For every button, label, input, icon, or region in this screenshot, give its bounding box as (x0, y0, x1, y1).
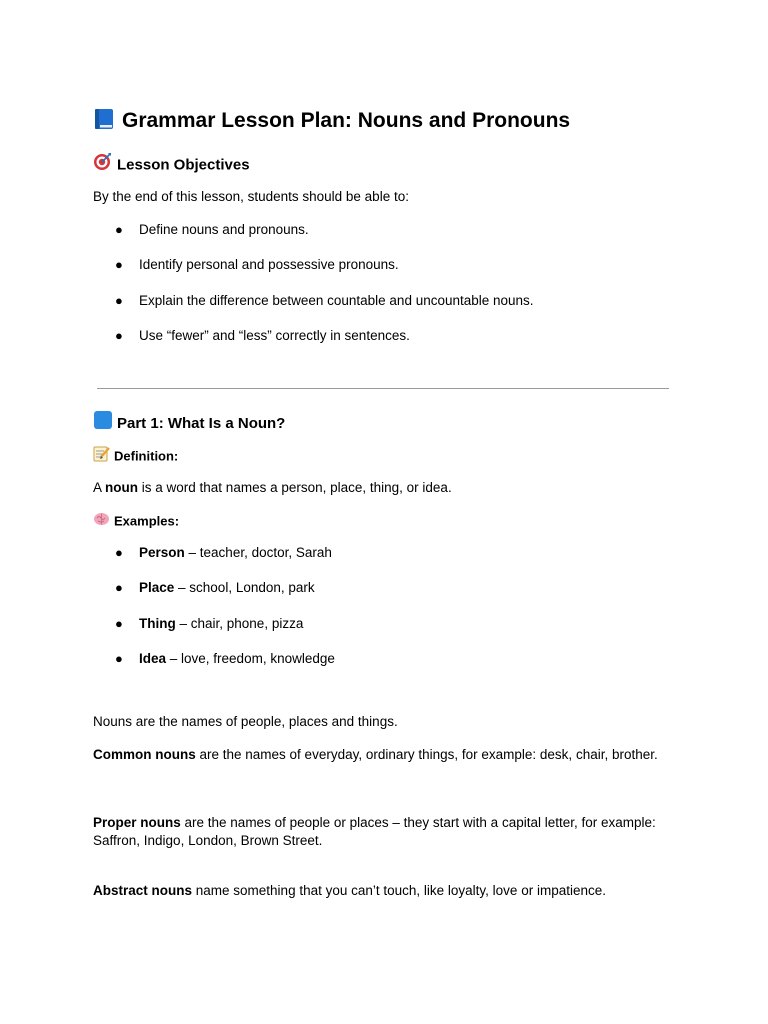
definition-label (93, 446, 178, 468)
part1-heading (93, 411, 285, 437)
list-item: ● Define nouns and pronouns. (115, 222, 309, 237)
objectives-heading (93, 153, 250, 178)
list-item: ● Person – teacher, doctor, Sarah (115, 545, 332, 560)
common-nouns-paragraph: Common nouns are the names of everyday, ordinary things, for example: desk, chair, brother. (93, 747, 658, 762)
list-item: ● Identify personal and possessive pronouns. (115, 257, 399, 273)
list-item: ● Idea – love, freedom, knowledge (115, 650, 335, 666)
bullet-icon: ● (115, 327, 123, 343)
bullet-icon: ● (115, 615, 123, 631)
target-icon (93, 152, 112, 177)
section-divider (97, 388, 669, 389)
nouns-summary: Nouns are the names of people, places and things. (93, 714, 398, 729)
list-item: ● Explain the difference between countable and uncountable nouns. (115, 292, 534, 308)
memo-icon (93, 445, 110, 467)
bullet-icon: ● (115, 222, 123, 237)
part1-heading-text: Part 1: What Is a Noun? (117, 414, 286, 432)
blue-book-icon (94, 108, 114, 130)
blue-square-icon (93, 410, 113, 436)
list-item: ● Thing – chair, phone, pizza (115, 615, 304, 631)
examples-label (93, 511, 179, 533)
bullet-icon: ● (115, 650, 123, 666)
bullet-icon: ● (115, 257, 123, 273)
examples-list (115, 544, 335, 685)
objectives-heading-text: Lesson Objectives (117, 156, 250, 174)
title-text: Grammar Lesson Plan: Nouns and Pronouns (122, 109, 571, 132)
objectives-intro: By the end of this lesson, students should be able to: (93, 189, 409, 204)
bullet-icon: ● (115, 292, 123, 308)
list-item: ● Use “fewer” and “less” correctly in sentences. (115, 327, 410, 343)
list-item: ● Place – school, London, park (115, 580, 315, 596)
examples-label-text: Examples: (114, 513, 180, 529)
proper-nouns-paragraph: Proper nouns are the names of people or places – they start with a capital letter, for example: Saffron, Indigo, London, Brown Street. (93, 815, 656, 848)
bullet-icon: ● (115, 545, 123, 560)
abstract-nouns-paragraph: Abstract nouns name something that you can’t touch, like loyalty, love or impatience. (93, 883, 606, 898)
brain-icon (93, 510, 110, 532)
page-title (94, 108, 570, 134)
definition-text: A noun is a word that names a person, place, thing, or idea. (93, 480, 452, 495)
bullet-icon: ● (115, 580, 123, 596)
objectives-list (115, 221, 534, 362)
definition-term: noun (105, 480, 139, 495)
definition-label-text: Definition: (114, 448, 179, 464)
